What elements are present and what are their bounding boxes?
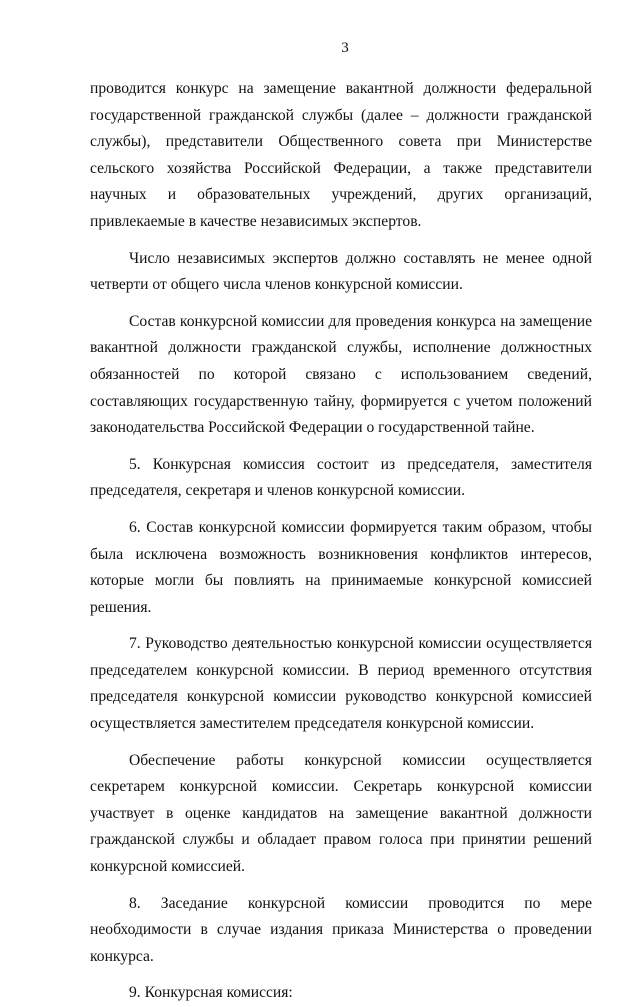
- paragraph-8: 8. Заседание конкурсной комиссии проводится по мере необходимости в случае издания приказа Министерства о проведении конкурса.: [90, 894, 592, 965]
- paragraph-3: Состав конкурсной комиссии для проведения конкурса на замещение вакантной должности гражданской службы, исполнение должностных обязанностей по которой связано с использованием сведений, составляющих государственную тайну, формируется с учетом положений законодательства Российской Федерации о государственной тайне.: [90, 312, 592, 437]
- paragraph-9: 9. Конкурсная комиссия:: [129, 984, 293, 1002]
- paragraph-2: Число независимых экспертов должно составлять не менее одной четверти от общего числа членов конкурсной комиссии.: [90, 249, 592, 294]
- paragraph-4: 5. Конкурсная комиссия состоит из председателя, заместителя председателя, секретаря и членов конкурсной комиссии.: [90, 455, 592, 500]
- paragraph-7: Обеспечение работы конкурсной комиссии осуществляется секретарем конкурсной комиссии. Секретарь конкурсной комиссии участвует в оценке кандидатов на замещение вакантной должности гражданской службы и обладает правом голоса при принятии решений конкурсной комиссией.: [90, 751, 592, 876]
- paragraph-6: 7. Руководство деятельностью конкурсной комиссии осуществляется председателем конкурсной комиссии. В период временного отсутствия председателя конкурсной комиссии руководство конкурсной комиссией осуществляется заместителем председателя конкурсной комиссии.: [90, 635, 592, 733]
- paragraph-1: проводится конкурс на замещение вакантной должности федеральной государственной гражданской службы (далее – должности гражданской службы), представители Общественного совета при Министерстве сельского хозяйства Российской Федерации, а также представители научных и образовательных учреждений, других организаций, привлекаемые в качестве независимых экспертов.: [90, 80, 592, 230]
- page-number: 3: [341, 40, 349, 56]
- paragraph-5: 6. Состав конкурсной комиссии формируется таким образом, чтобы была исключена возможность возникновения конфликтов интересов, которые могли бы повлиять на принимаемые конкурсной комиссией решения.: [90, 518, 592, 616]
